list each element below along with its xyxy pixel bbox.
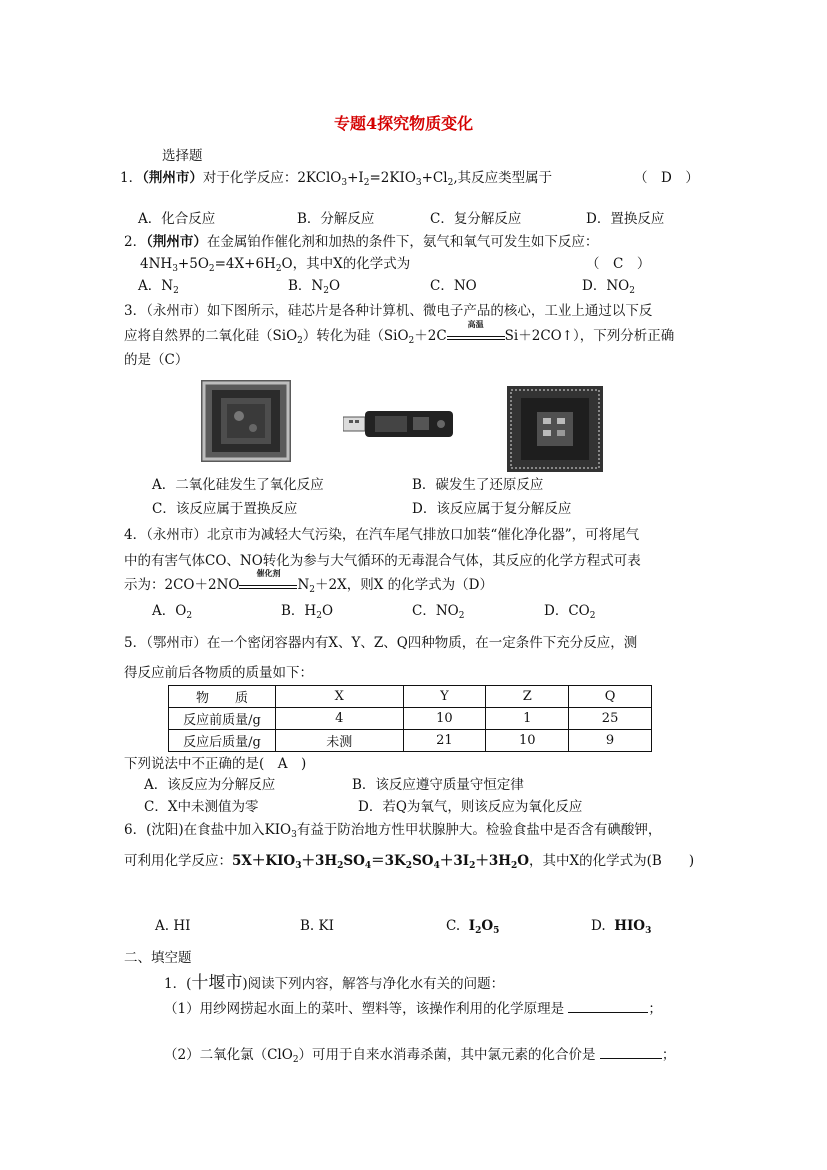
table-cell: 反应后质量/g <box>169 730 276 752</box>
question-4-line-1: 4．（永州市）北京市为减轻大气污染，在汽车尾气排放口加装“催化净化器”，可将尾气 <box>124 527 640 543</box>
q3-option-b: B．碳发生了还原反应 <box>412 477 544 493</box>
table-row <box>169 708 652 730</box>
q4-option-c: C．$NO_2$ <box>412 603 465 621</box>
fill-1-part-1: （1）用纱网捞起水面上的菜叶、塑料等，该操作利用的化学原理是 ； <box>164 1001 662 1017</box>
q5-option-c: C．X中未测值为零 <box>144 799 259 815</box>
fill-1-part-2: （2）二氧化氯（ClO$_2$）可用于自来水消毒杀菌，其中氯元素的化合价是 ； <box>164 1047 676 1065</box>
question-1-answer: （ D ） <box>634 170 699 186</box>
table-cell: 25 <box>569 708 652 730</box>
q6-reaction-formula: $5X+KIO_3+3H_2SO_4=3K_2SO_4+3I_2+3H_2O$ <box>232 853 530 871</box>
table-cell: 4 <box>276 708 404 730</box>
q6-option-d: D. $HIO_3$ <box>591 918 652 936</box>
table-cell: 反应前质量/g <box>169 708 276 730</box>
question-1: 1．（荆州市）对于化学反应：$2KClO_3+I_2=2KIO_3+Cl_2$,其反应类型属于 <box>120 170 553 188</box>
reaction-arrow-catalyst: 催化剂 <box>239 578 297 589</box>
mass-data-table <box>168 685 652 752</box>
circuit-chip-image <box>507 386 603 472</box>
cpu-chip-image <box>201 380 291 462</box>
table-cell: 10 <box>486 730 569 752</box>
question-4-line-2: 中的有害气体CO、NO转化为参与大气循环的无毒混合气体，其反应的化学方程式可表 <box>124 553 641 569</box>
table-header-cell: Y <box>403 686 486 708</box>
q2-option-b: B．$N_2O$ <box>288 278 341 296</box>
page-title: 专题4探究物质变化 <box>334 114 474 133</box>
table-row <box>169 730 652 752</box>
question-6-line-2: 可利用化学反应：$5X+KIO_3+3H_2SO_4=3K_2SO_4+3I_2+3H_2O$，其中X的化学式为(B ) <box>124 853 695 871</box>
table-header-cell: Q <box>569 686 652 708</box>
table-cell: 21 <box>403 730 486 752</box>
q6-option-b: B. KI <box>300 918 334 934</box>
table-header-cell: 物 质 <box>169 686 276 708</box>
q1-option-a: A．化合反应 <box>138 211 216 227</box>
q6-option-a: A. HI <box>155 918 191 934</box>
fill-question-1: 1．(十堰市)阅读下列内容，解答与净化水有关的问题： <box>164 973 505 993</box>
table-header-cell: Z <box>486 686 569 708</box>
section-fill-heading: 二、填空题 <box>124 950 192 966</box>
usb-drive-image <box>343 406 455 442</box>
table-cell: 9 <box>569 730 652 752</box>
q2-option-a: A．$N_2$ <box>138 278 179 296</box>
reaction-arrow-high-temp: 高温 <box>447 329 505 340</box>
q3-option-c: C．该反应属于置换反应 <box>152 501 298 517</box>
q2-option-d: D．$NO_2$ <box>582 278 635 296</box>
section-choice-heading: 选择题 <box>162 148 203 164</box>
table-cell: 未测 <box>276 730 404 752</box>
question-5-line-1: 5．（鄂州市）在一个密闭容器内有X、Y、Z、Q四种物质，在一定条件下充分反应，测 <box>124 635 638 651</box>
table-header-cell: X <box>276 686 404 708</box>
question-2-equation: $4NH_3+5O_2=4X+6H_2O$，其中X的化学式为 <box>140 256 411 274</box>
question-3-line-3: 的是（C） <box>124 352 189 368</box>
question-5-line-2: 得反应前后各物质的质量如下： <box>124 665 313 681</box>
question-2-answer: （ C ） <box>586 256 651 272</box>
q6-option-c: C. $I_2O_5$ <box>446 918 500 936</box>
q1-option-c: C．复分解反应 <box>430 211 522 227</box>
question-4-line-3: 示为：2CO＋2NO 催化剂 $N_2+2X$，则X 的化学式为（D） <box>124 568 493 595</box>
q5-option-a: A．该反应为分解反应 <box>144 777 276 793</box>
q5-option-b: B．该反应遵守质量守恒定律 <box>352 777 524 793</box>
q4-option-b: B．$H_2O$ <box>281 603 334 621</box>
answer-blank[interactable] <box>600 1046 662 1059</box>
q4-option-d: D．$CO_2$ <box>544 603 596 621</box>
question-3-line-2: 应将自然界的二氧化硅（SiO$_2$）转化为硅（SiO$_2$＋2C 高温 Si＋2CO↑），下列分析正确 <box>124 319 675 346</box>
q4-option-a: A．$O_2$ <box>152 603 193 621</box>
answer-blank[interactable] <box>568 1000 648 1013</box>
q2-option-c: C．NO <box>430 278 477 294</box>
q3-option-d: D．该反应属于复分解反应 <box>412 501 572 517</box>
question-5-line-3: 下列说法中不正确的是( A ) <box>124 756 307 772</box>
q1-option-b: B．分解反应 <box>297 211 375 227</box>
q3-option-a: A．二氧化硅发生了氧化反应 <box>152 477 324 493</box>
q1-option-d: D．置换反应 <box>586 211 665 227</box>
question-2: 2．（荆州市）在金属铂作催化剂和加热的条件下，氨气和氧气可发生如下反应： <box>124 234 599 250</box>
question-3-line-1: 3．（永州市）如下图所示，硅芯片是各种计算机、微电子产品的核心，工业上通过以下反 <box>124 303 653 319</box>
q5-option-d: D．若Q为氧气，则该反应为氧化反应 <box>358 799 583 815</box>
table-header-row <box>169 686 652 708</box>
table-cell: 10 <box>403 708 486 730</box>
table-cell: 1 <box>486 708 569 730</box>
question-6-line-1: 6．(沈阳)在食盐中加入$KIO_3$有益于防治地方性甲状腺肿大。检验食盐中是否含有碘酸钾， <box>124 822 662 840</box>
